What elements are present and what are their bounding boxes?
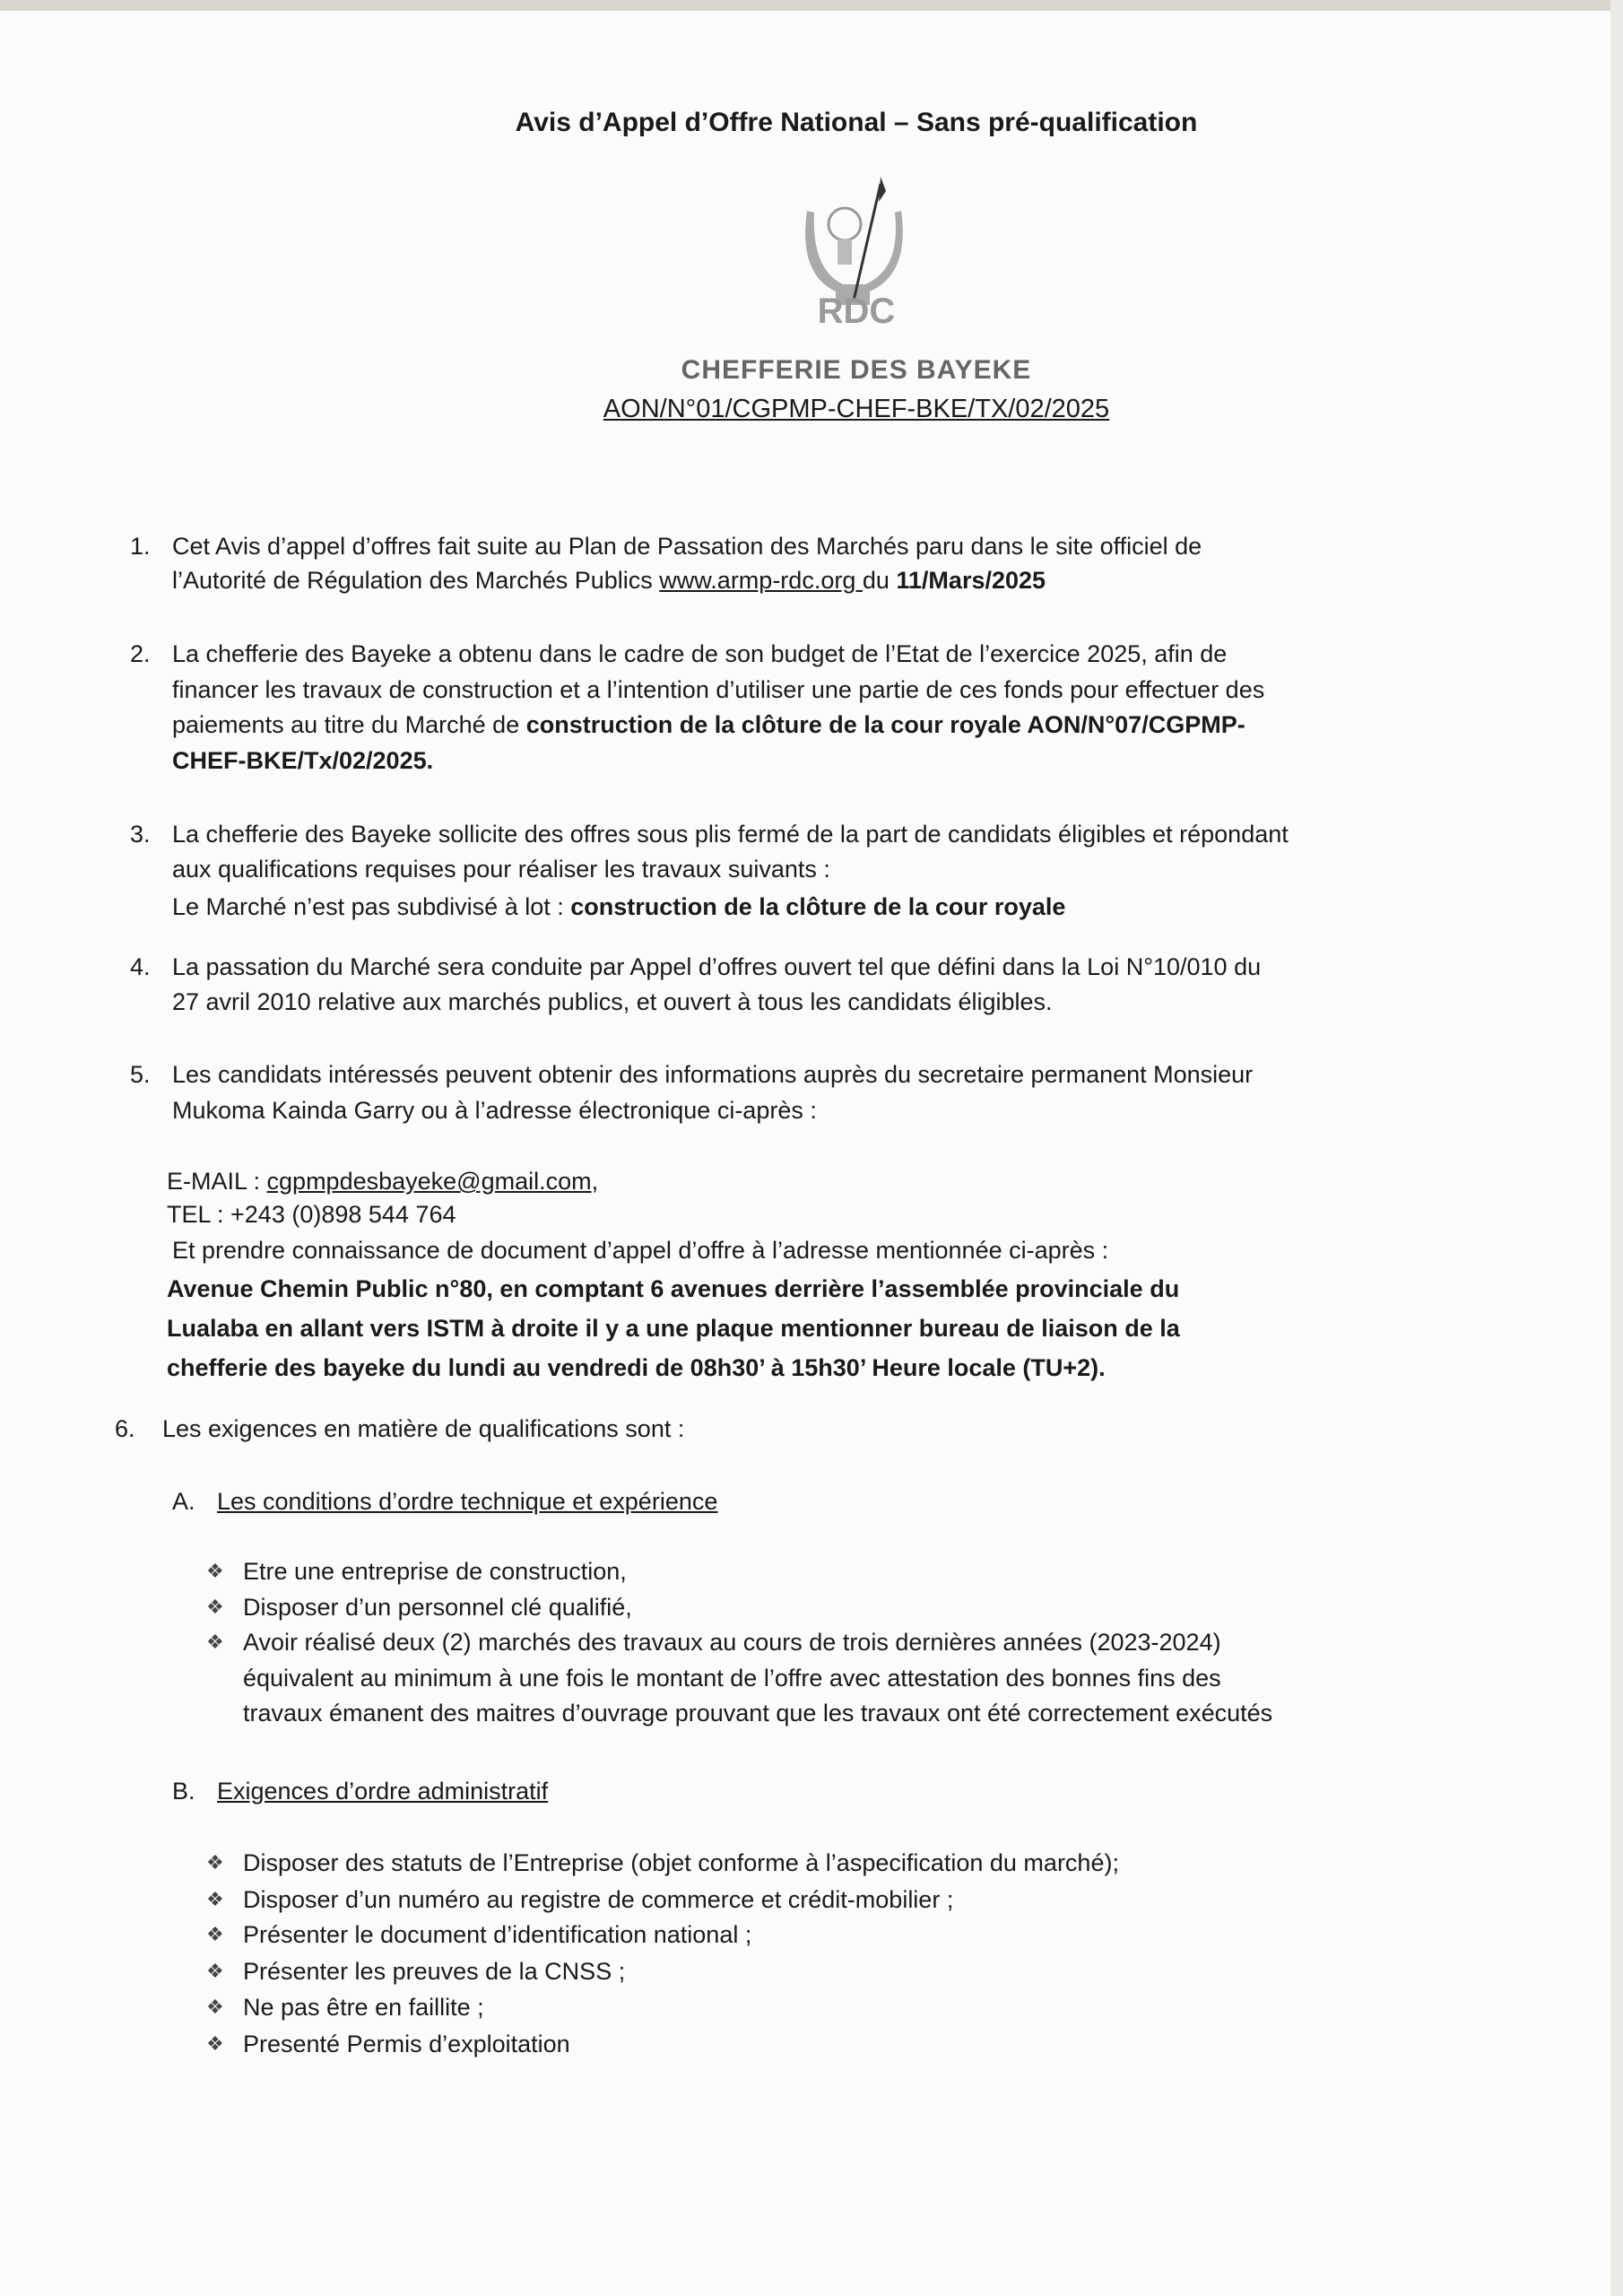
text-segment: Les candidats intéressés peuvent obtenir des informations auprès du secretaire permanent Monsieur — [172, 1061, 1254, 1088]
text-line — [162, 1413, 684, 1444]
text-segment: Disposer d’un personnel clé qualifié, — [243, 1594, 632, 1621]
bullet-icon: ❖ — [206, 1560, 224, 1582]
text-segment: La passation du Marché sera conduite par Appel d’offres ouvert tel que défini dans la Loi N°10/010 du — [172, 953, 1262, 980]
text-line — [172, 987, 1053, 1017]
text-line — [172, 709, 1245, 740]
text-line — [243, 1592, 632, 1622]
link[interactable]: cgpmpdesbayeke@gmail.com, — [266, 1168, 599, 1195]
text-line — [172, 854, 830, 884]
text-line — [243, 1848, 1119, 1878]
text-line — [217, 1486, 717, 1517]
text-segment: La chefferie des Bayeke sollicite des offres sous plis fermé de la part de candidats éligibles et répondant — [172, 821, 1289, 848]
text-line — [167, 1352, 1106, 1383]
entity-name: CHEFFERIE DES BAYEKE — [681, 355, 1032, 385]
text-segment: E-MAIL : — [167, 1168, 267, 1195]
text-line — [243, 1919, 751, 1950]
item-number: 1. — [130, 533, 151, 560]
text-segment: financer les travaux de construction et a l’intention d’utiliser une partie de ces fonds pour effectuer des — [172, 676, 1265, 703]
text-segment: équivalent au minimum à une fois le montant de l’offre avec attestation des bonnes fins des — [243, 1665, 1221, 1692]
text-line — [243, 2029, 570, 2059]
text-line — [167, 1199, 456, 1230]
text-line — [167, 1313, 1180, 1344]
document-title: Avis d’Appel d’Offre National – Sans pré-qualification — [515, 108, 1198, 137]
text-segment: La chefferie des Bayeke a obtenu dans le cadre de son budget de l’Etat de l’exercice 2025, afin de — [172, 640, 1228, 667]
text-line — [243, 1884, 953, 1915]
text-segment: Disposer des statuts de l’Entreprise (objet conforme à l’aspecification du marché); — [243, 1849, 1119, 1876]
text-segment: Les conditions d’ordre technique et expérience — [217, 1488, 718, 1515]
logo-rdc-text: RDC — [817, 291, 896, 331]
coat-of-arms-logo — [780, 175, 933, 309]
text-segment: Exigences d’ordre administratif — [217, 1778, 549, 1805]
text-line — [243, 1992, 484, 2022]
text-segment: Cet Avis d’appel d’offres fait suite au Plan de Passation des Marchés paru dans le site officiel de — [172, 533, 1202, 560]
bullet-icon: ❖ — [206, 1851, 224, 1874]
bullet-icon: ❖ — [206, 1923, 224, 1945]
text-line — [172, 674, 1264, 705]
item-number: 6. — [115, 1415, 135, 1442]
text-line — [172, 745, 433, 776]
text-segment: Le Marché n’est pas subdivisé à lot : — [172, 893, 571, 920]
text-line — [172, 819, 1289, 849]
text-line — [243, 1556, 627, 1587]
bullet-icon: ❖ — [206, 1960, 224, 1982]
text-segment: Avoir réalisé deux (2) marchés des travaux au cours de trois dernières années (2023-2024) — [243, 1629, 1221, 1656]
text-line — [172, 639, 1227, 669]
text-line — [172, 565, 1046, 596]
scan-edge — [0, 0, 1623, 11]
text-segment: l’Autorité de Régulation des Marchés Publics — [172, 567, 660, 594]
text-segment: Presenté Permis d’exploitation — [243, 2031, 570, 2057]
item-number: A. — [172, 1488, 195, 1515]
bullet-icon: ❖ — [206, 2032, 224, 2055]
bullet-icon: ❖ — [206, 1631, 224, 1653]
text-line — [243, 1956, 625, 1987]
text-segment: TEL : +243 (0)898 544 764 — [167, 1201, 456, 1228]
text-segment: Présenter les preuves de la CNSS ; — [243, 1958, 626, 1985]
item-number: 4. — [130, 953, 151, 980]
text-line — [172, 1235, 1108, 1265]
text-segment: chefferie des bayeke du lundi au vendredi de 08h30’ à 15h30’ Heure locale (TU+2). — [167, 1354, 1106, 1381]
item-number: 2. — [130, 640, 151, 667]
text-line — [172, 1095, 817, 1126]
text-line — [167, 1274, 1179, 1304]
text-segment: travaux émanent des maitres d’ouvrage prouvant que les travaux ont été correctement exécutés — [243, 1700, 1273, 1726]
text-segment: paiements au titre du Marché de — [172, 711, 526, 738]
text-segment: 27 avril 2010 relative aux marchés publics, et ouvert à tous les candidats éligibles. — [172, 988, 1053, 1015]
text-line — [172, 531, 1202, 561]
text-line — [243, 1663, 1221, 1693]
text-segment: construction de la clôture de la cour royale AON/N°07/CGPMP- — [525, 711, 1245, 738]
text-segment: CHEF-BKE/Tx/02/2025. — [172, 747, 434, 774]
text-line — [172, 952, 1261, 982]
text-line — [217, 1776, 548, 1806]
text-line — [172, 1059, 1253, 1090]
text-segment: Présenter le document d’identification national ; — [243, 1921, 752, 1948]
text-segment: Disposer d’un numéro au registre de commerce et crédit-mobilier ; — [243, 1886, 954, 1913]
text-segment: Avenue Chemin Public n°80, en comptant 6 avenues derrière l’assemblée provinciale du — [167, 1275, 1180, 1302]
text-segment: aux qualifications requises pour réaliser les travaux suivants : — [172, 856, 830, 883]
text-segment: Etre une entreprise de construction, — [243, 1558, 627, 1585]
text-line — [243, 1698, 1272, 1728]
item-number: 5. — [130, 1061, 151, 1088]
text-segment: du — [862, 567, 897, 594]
text-line — [243, 1627, 1221, 1657]
link[interactable]: www.armp-rdc.org — [659, 567, 863, 594]
text-segment: Et prendre connaissance de document d’appel d’offre à l’adresse mentionnée ci-après : — [172, 1237, 1109, 1264]
bullet-icon: ❖ — [206, 1888, 224, 1910]
tender-reference: AON/N°01/CGPMP-CHEF-BKE/TX/02/2025 — [603, 395, 1110, 423]
text-segment: Les exigences en matière de qualifications sont : — [162, 1415, 685, 1442]
text-segment: Mukoma Kainda Garry ou à l’adresse électronique ci-après : — [172, 1097, 817, 1124]
text-line — [167, 1166, 598, 1196]
text-segment: construction de la clôture de la cour royale — [570, 893, 1066, 920]
scan-edge-right — [1610, 0, 1623, 2296]
text-line — [172, 891, 1065, 922]
text-segment: Ne pas être en faillite ; — [243, 1994, 484, 2021]
text-segment: Lualaba en allant vers ISTM à droite il y a une plaque mentionner bureau de liaison de la — [167, 1315, 1180, 1342]
bullet-icon: ❖ — [206, 1996, 224, 2018]
text-segment: 11/Mars/2025 — [896, 567, 1046, 594]
bullet-icon: ❖ — [206, 1596, 224, 1618]
item-number: B. — [172, 1778, 195, 1805]
item-number: 3. — [130, 821, 151, 848]
